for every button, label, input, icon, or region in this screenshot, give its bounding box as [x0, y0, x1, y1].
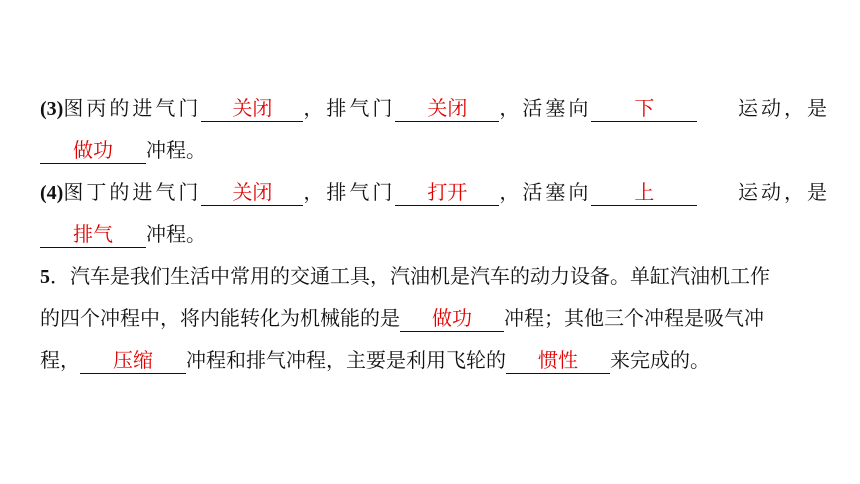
q5-number: 5 [40, 266, 50, 288]
q3-answer-1: 关闭 [232, 96, 273, 120]
q4-answer-4: 排气 [73, 222, 113, 246]
q3-blank-1 [201, 95, 303, 122]
q3-text-4: 运动，是 [738, 96, 830, 120]
q3-answer-4: 做功 [73, 138, 113, 162]
q3-answer-2: 关闭 [427, 96, 468, 120]
q4-answer-1: 关闭 [232, 180, 273, 204]
q3-number: (3) [40, 98, 64, 120]
q5-blank-2 [80, 347, 186, 374]
q4-line-1 [40, 178, 830, 207]
q3-blank-2 [395, 95, 499, 122]
q4-text-2: ，排气门 [303, 180, 396, 204]
q3-blank-4 [40, 137, 146, 164]
q3-text-5: 冲程。 [146, 138, 206, 162]
q5-text-3b: 冲程和排气冲程，主要是利用飞轮的 [186, 348, 506, 372]
q4-text-3: ，活塞向 [499, 180, 592, 204]
q5-line-2 [40, 304, 764, 332]
q5-blank-1 [400, 305, 504, 332]
q4-blank-1 [201, 179, 303, 206]
q5-text-2a: 的四个冲程中，将内能转化为机械能的是 [40, 306, 400, 330]
q5-answer-2: 压缩 [113, 348, 153, 372]
q3-answer-3: 下 [634, 96, 655, 120]
q4-answer-3: 上 [634, 180, 655, 204]
q5-text-2b: 冲程；其他三个冲程是吸气冲 [504, 306, 764, 330]
q3-text-1: 图丙的进气门 [63, 96, 202, 120]
q5-answer-3: 惯性 [538, 348, 578, 372]
q3-blank-3 [591, 95, 697, 122]
q4-blank-4 [40, 221, 146, 248]
q3-text-3: ，活塞向 [499, 96, 592, 120]
q5-text-1: ．汽车是我们生活中常用的交通工具，汽油机是汽车的动力设备。单缸汽油机工作 [50, 264, 770, 288]
q4-text-4: 运动，是 [738, 180, 830, 204]
q5-blank-3 [506, 347, 610, 374]
q4-blank-3 [591, 179, 697, 206]
q5-text-3c: 来完成的。 [610, 348, 710, 372]
q5-line-1 [40, 262, 770, 291]
q4-line-2 [40, 220, 206, 248]
q4-answer-2: 打开 [427, 180, 468, 204]
q3-line-2 [40, 136, 206, 164]
q3-text-2: ，排气门 [303, 96, 396, 120]
q5-line-3 [40, 346, 710, 374]
q5-text-3a: 程， [40, 348, 80, 372]
q4-text-1: 图丁的进气门 [63, 180, 202, 204]
q4-blank-2 [395, 179, 499, 206]
q4-text-5: 冲程。 [146, 222, 206, 246]
q3-line-1 [40, 94, 830, 123]
q5-answer-1: 做功 [432, 306, 472, 330]
q4-number: (4) [40, 182, 64, 204]
